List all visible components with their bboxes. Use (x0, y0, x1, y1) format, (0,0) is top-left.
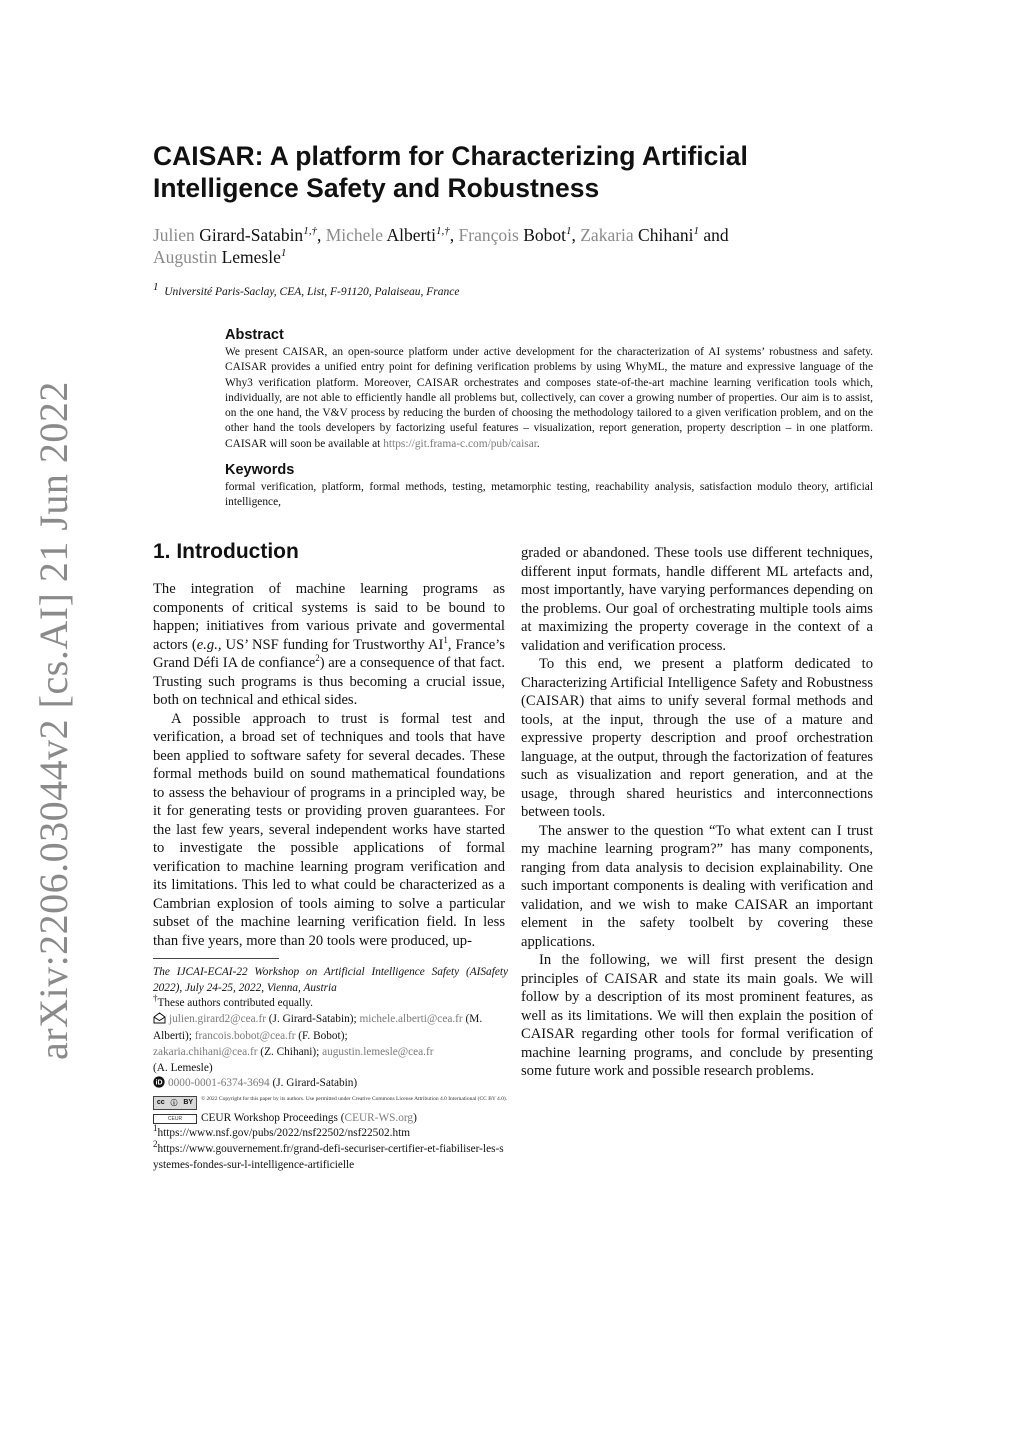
email-icon (153, 1012, 166, 1030)
title-line-1: CAISAR: A platform for Characterizing Artificial (153, 141, 748, 171)
intro-paragraph-5: In the following, we will first present the design principles of CAISAR and state its main goals. We will follow by a description of its most prominent features, as well as its limitations. We will then explain the position of CAISAR regarding other tools for formal verification of machine learning programs, and conclude by presenting some future work and possible research problems. (521, 952, 873, 1079)
footnotes (153, 958, 508, 1173)
orcid-owner: (J. Girard-Satabin) (269, 1077, 358, 1090)
abstract-heading: Abstract (225, 327, 284, 343)
author-given-name: Zakaria (580, 225, 634, 245)
author-given-name: Augustin (153, 247, 218, 267)
footnote-1 (153, 1123, 508, 1142)
ceur-link[interactable]: CEUR-WS.org (344, 1111, 414, 1124)
email-link[interactable]: francois.bobot@cea.fr (194, 1030, 296, 1043)
footnote-1-mark: 1 (153, 1123, 158, 1134)
footnote-2-mark: 2 (153, 1139, 158, 1150)
ceur-label: CEUR Workshop Proceedings ( (201, 1111, 345, 1124)
p1-eg: e.g., (196, 636, 222, 653)
author-given-name: François (458, 225, 519, 245)
author-family-name: Lemesle (221, 247, 281, 267)
author-marks: 1,† (303, 225, 317, 238)
affiliation-mark: 1 (153, 281, 159, 294)
intro-paragraph-1 (153, 580, 505, 710)
author-marks: 1 (280, 247, 287, 260)
footnote-2 (153, 1139, 508, 1173)
author-family-name: Alberti (386, 225, 437, 245)
keywords (225, 462, 873, 511)
footnote-rule (153, 958, 279, 959)
author-list (153, 224, 873, 268)
footnote-2-url[interactable]: https://www.gouvernement.fr/grand-defi-securiser-certifier-et-fiabiliser-les-systemes-fondes-sur-l-intelligence-artificielle (153, 1142, 504, 1171)
author-marks: 1 (693, 225, 699, 238)
author (459, 225, 581, 245)
author (153, 225, 326, 245)
author-family-name: Girard-Satabin (199, 225, 304, 245)
abstract-text (225, 345, 873, 452)
orcid-note (153, 1076, 508, 1094)
keywords-heading: Keywords (225, 462, 295, 478)
equal-contribution-note (153, 993, 508, 1012)
license-text: © 2022 Copyright for this paper by its authors. Use permitted under Creative Commons License Attribution 4.0 International (CC BY 4.0). (201, 1095, 508, 1102)
keywords-text: formal verification, platform, formal methods, testing, metamorphic testing, reachability analysis, satisfaction modulo theory, artificial intelligence, (225, 481, 873, 509)
author-separator: , (449, 225, 459, 245)
equal-contribution-text: These authors contributed equally. (157, 997, 313, 1010)
section-heading: 1. Introduction (153, 540, 299, 563)
svg-text:iD: iD (155, 1079, 163, 1087)
ceur-row (153, 1111, 508, 1127)
intro-paragraph-3: To this end, we present a platform dedicated to Characterizing Artificial Intelligence Safety and Robustness (CAISAR) that aims to unify several formal methods and tools, at the input, through the use of a mature and expressive property description and proof orchestration language, at the output, through the factorization of features such as visualization and report generation, and at the usage, through shared heuristics and interconnections between tools. (521, 656, 873, 820)
p1-part-d: ) are a consequence of that fact. Trusting such programs is thus becoming a crucial issue, both on technical and ethical sides. (153, 655, 505, 708)
email-owner: (Z. Chihani); (257, 1045, 323, 1058)
abstract (225, 327, 873, 452)
email-link[interactable]: augustin.lemesle@cea.fr (322, 1045, 434, 1058)
email-owner: (M. Alberti); (153, 1012, 483, 1043)
author-given-name: Michele (325, 225, 384, 245)
email-owner: (F. Bobot); (295, 1030, 348, 1043)
cc-badge-cc: cc (156, 1099, 165, 1107)
cc-badge-attribution: ⓘ (170, 1099, 178, 1107)
title-line-2: Intelligence Safety and Robustness (153, 173, 600, 203)
email-list (153, 1012, 508, 1076)
right-column (521, 544, 873, 1081)
email-owner: (A. Lemesle) (153, 1061, 213, 1074)
orcid-icon (153, 1076, 165, 1094)
author-family-name: Chihani (638, 225, 694, 245)
intro-paragraph-4: The answer to the question “To what extent can I trust my machine learning program?” has many components, ranging from data analysis to decision explainability. One such important components is dealing with verification and validation, and we wish to make CAISAR an important element in the safety toolbelt by covering these applications. (521, 822, 873, 950)
author-marks: 1 (565, 225, 572, 238)
ceur-end: ) (413, 1111, 417, 1124)
email-link[interactable]: julien.girard2@cea.fr (169, 1012, 266, 1025)
abstract-body: We present CAISAR, an open-source platform under active development for the characterization of AI systems’ robustness and safety. CAISAR provides a unified entry point for defining verification problems by using WhyML, the mature and expressive language of the Why3 verification platform. Moreover, CAISAR orchestrates and composes state-of-the-art machine learning verification tools which, individually, are not able to efficiently handle all problems but, collectively, can cover a growing number of properties. Our aim is to assist, on the one hand, the V&V process by reducing the burden of choosing the methodology tailored to a given verification problem, and on the other hand the tools developers by factorizing useful features – visualization, report generation, property description – in one platform. CAISAR will soon be available at (225, 346, 873, 450)
footnote-1-url[interactable]: https://www.nsf.gov/pubs/2022/nsf22502/nsf22502.htm (157, 1127, 411, 1140)
author-family-name: Bobot (523, 225, 566, 245)
author (580, 225, 728, 245)
abstract-end: . (536, 437, 540, 450)
author-marks: 1,† (436, 225, 450, 238)
license-row (153, 1096, 508, 1110)
orcid-link[interactable]: 0000-0001-6374-3694 (168, 1077, 270, 1090)
author (326, 225, 459, 245)
author-separator: , (316, 225, 326, 245)
venue-note: The IJCAI-ECAI-22 Workshop on Artificial Intelligence Safety (AISafety 2022), July 24-25, 2022, Vienna, Austria (153, 966, 508, 994)
footnote-ref-2[interactable]: 2 (315, 653, 320, 664)
arxiv-stamp: arXiv:2206.03044v2 [cs.AI] 21 Jun 2022 (31, 381, 76, 1060)
author (153, 247, 286, 267)
repository-link[interactable]: https://git.frama-c.com/pub/caisar (383, 437, 537, 450)
paper-title (153, 140, 873, 204)
ceur-logo: CEUR (153, 1114, 197, 1124)
cc-badge-by: BY (183, 1099, 194, 1107)
affiliation (153, 281, 873, 298)
author-separator: and (698, 225, 729, 245)
p1-part-c: , France’s Grand Défi IA de confiance (153, 636, 505, 671)
p1-part-a: The integration of machine learning programs as components of critical systems is said to be bound to happen; initiatives from various private and govermental actors ( (153, 581, 505, 653)
author-separator: , (571, 225, 581, 245)
p1-part-b: US’ NSF funding for Trustworthy AI (221, 636, 444, 653)
cc-by-badge (153, 1096, 197, 1110)
author-given-name: Julien (153, 225, 195, 245)
intro-paragraph-2: A possible approach to trust is formal test and verification, a broad set of techniques and tools that have been applied to software safety for several decades. These formal methods build on sound mathematical foundations to assess the behaviour of programs in a principled way, be it for generating tests or providing proven guarantees. For the last few years, several independent works have started to investigate the possible applications of formal verification to machine learning program verification and its limitations. This led to what could be characterized as a Cambrian explosion of tools aiming to solve a particular subset of the machine learning verification field. In less than five years, more than 20 tools were produced, up- (153, 710, 505, 949)
ceur-text (201, 1111, 417, 1127)
email-link[interactable]: michele.alberti@cea.fr (359, 1012, 463, 1025)
footnote-ref-1[interactable]: 1 (443, 634, 448, 645)
intro-paragraph-2-continued: graded or abandoned. These tools use different techniques, different input formats, handle different ML artefacts and, most importantly, have varying performances depending on the problems. Our goal of orchestrating multiple tools aims at maximizing the property coverage in the context of a validation and verification process. (521, 545, 873, 654)
left-column (153, 538, 505, 950)
email-owner: (J. Girard-Satabin); (265, 1012, 360, 1025)
dagger-mark: † (153, 993, 158, 1004)
email-link[interactable]: zakaria.chihani@cea.fr (153, 1045, 258, 1058)
affiliation-text: Université Paris-Saclay, CEA, List, F-91120, Palaiseau, France (164, 286, 460, 298)
